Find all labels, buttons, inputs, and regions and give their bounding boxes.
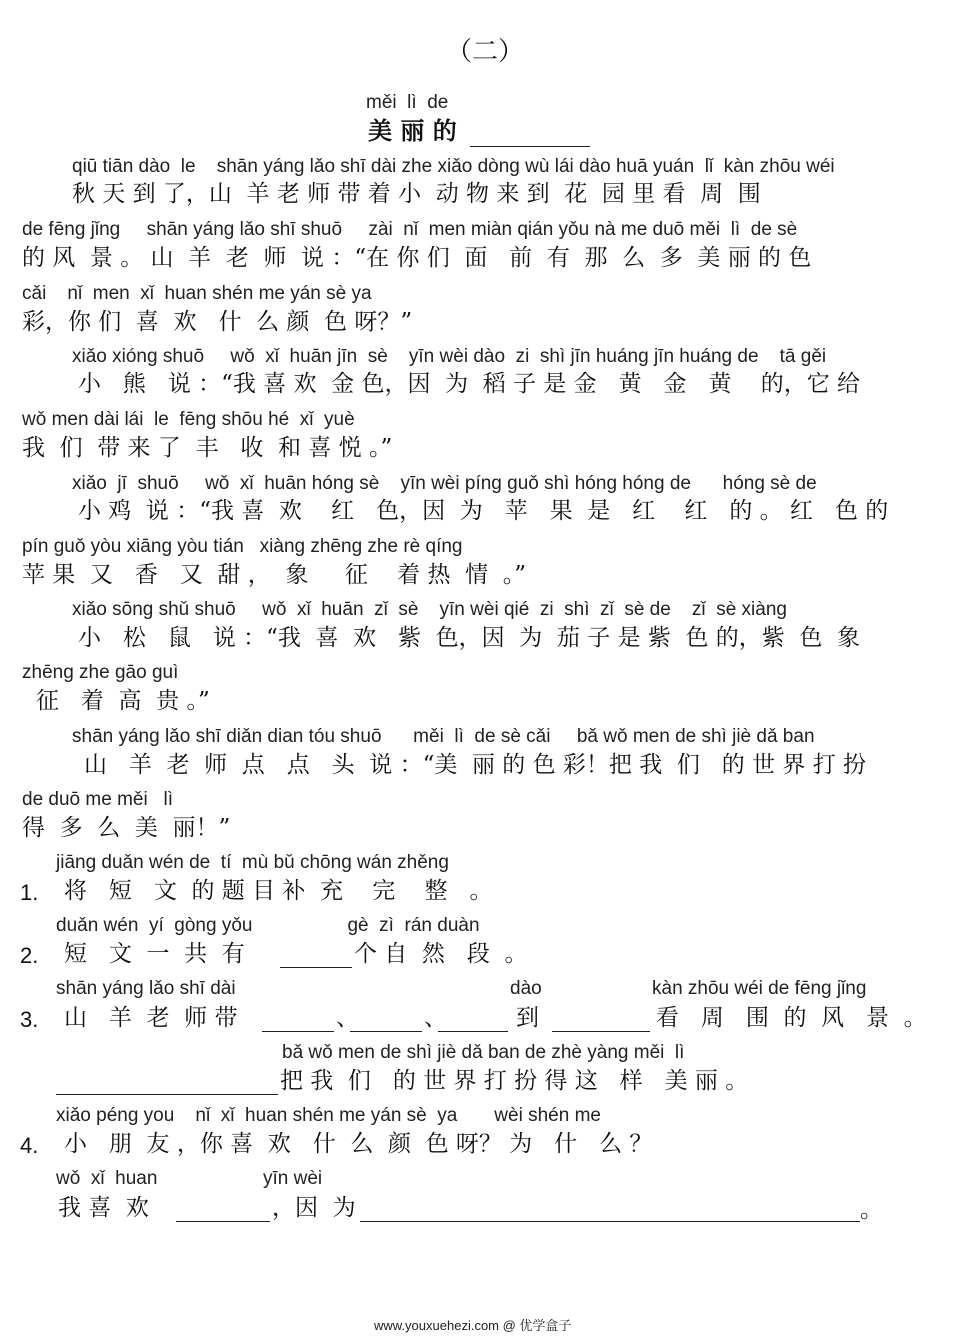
footer-watermark: www.youxuehezi.com @ 优学盒子 [374,1318,572,1333]
q3-blank-3[interactable] [438,1011,508,1032]
q3-sep-2: 、 [424,1005,447,1031]
passage-line-4: 小 熊 说 ：“我 喜 欢 金 色，因 为 稻 子 是 金 黄 金 黄 的，它 给 [78,371,861,397]
passage-pinyin-7: pín guǒ yòu xiāng yòu tián xiàng zhēng zhe rè qíng [22,536,463,557]
q3-pinyin-c: kàn zhōu wéi de fēng jǐng [652,978,867,999]
passage-pinyin-1: qiū tiān dào le shān yáng lǎo shī dài zhe xiǎo dòng wù lái dào huā yuán lǐ kàn zhōu wéi [72,156,835,177]
passage-pinyin-9: zhēng zhe gāo guì [22,662,179,683]
q3-text-d: 把 我 们 的 世 界 打 扮 得 这 样 美 丽 。 [280,1068,749,1094]
passage-line-10: 山 羊 老 师 点 点 头 说 ：“美 丽 的 色 彩！把 我 们 的 世 界 打 扮 [84,752,867,778]
q3-pinyin-d: bǎ wǒ men de shì jiè dǎ ban de zhè yàng měi lì [282,1042,685,1063]
q3-blank-4[interactable] [552,1011,650,1032]
q3-pinyin-a: shān yáng lǎo shī dài [56,978,236,999]
q3-text-c: 看 周 围 的 风 景 。 [656,1005,927,1031]
q3-sep-1: 、 [336,1005,359,1031]
passage-pinyin-8: xiǎo sōng shǔ shuō wǒ xǐ huān zǐ sè yīn wèi qié zi shì zǐ sè de zǐ sè xiàng [72,599,787,620]
q2-blank[interactable] [280,947,352,968]
passage-line-6: 小 鸡 说 ：“我 喜 欢 红 色，因 为 苹 果 是 红 红 的 。 红 色 的 [78,498,889,524]
q1-text: 将 短 文 的 题 目 补 充 完 整 。 [64,878,493,904]
passage-line-1: 秋 天 到 了，山 羊 老 师 带 着 小 动 物 来 到 花 园 里 看 周 围 [72,181,761,207]
passage-pinyin-5: wǒ men dài lái le fēng shōu hé xǐ yuè [22,409,355,430]
passage-pinyin-3: cǎi nǐ men xǐ huan shén me yán sè ya [22,283,372,304]
q4-answer-end: 。 [860,1197,883,1223]
q4-text: 小 朋 友 ，你 喜 欢 什 么 颜 色 呀？ 为 什 么 ？ [64,1131,653,1157]
q2-text-a: 短 文 一 共 有 [64,941,245,967]
passage-line-2: 的 风 景 。 山 羊 老 师 说 ：“在 你 们 面 前 有 那 么 多 美 丽 的 色 [22,245,812,271]
passage-line-5: 我 们 带 来 了 丰 收 和 喜 悦 。” [22,435,393,461]
q3-blank-1[interactable] [262,1011,334,1032]
q1-number: 1. [20,880,39,905]
passage-pinyin-11: de duō me měi lì [22,789,174,810]
q3-blank-5[interactable] [56,1074,278,1095]
q3-blank-2[interactable] [350,1011,422,1032]
passage-pinyin-10: shān yáng lǎo shī diǎn dian tóu shuō měi lì de sè cǎi bǎ wǒ men de shì jiè dǎ ban [72,726,815,747]
passage-line-8: 小 松 鼠 说 ：“我 喜 欢 紫 色，因 为 茄 子 是 紫 色 的，紫 色 象 [78,625,861,651]
q4-answer-text-a: 我 喜 欢 [58,1195,149,1221]
passage-line-9: 征 着 高 贵 。” [36,688,210,714]
passage-line-3: 彩，你 们 喜 欢 什 么 颜 色 呀？” [22,309,413,335]
q2-pinyin: duǎn wén yí gòng yǒu gè zì rán duàn [56,915,480,936]
passage-line-11: 得 多 么 美 丽！” [22,815,231,841]
section-heading: （二） [446,37,525,67]
page-title: 美 丽 的 [368,116,457,145]
q2-text-b: 个 自 然 段 。 [354,941,528,967]
passage-line-7: 苹 果 又 香 又 甜 ， 象 征 着 热 情 。” [22,562,526,588]
passage-pinyin-2: de fēng jǐng shān yáng lǎo shī shuō zài nǐ men miàn qián yǒu nà me duō měi lì de sè [22,219,798,240]
title-blank[interactable] [470,126,590,147]
q3-text-a: 山 羊 老 师 带 [64,1005,238,1031]
q4-answer-pinyin: wǒ xǐ huan yīn wèi [56,1168,323,1189]
q4-answer-text-b: ，因 为 [272,1195,356,1221]
q4-blank-color[interactable] [176,1201,270,1222]
q1-pinyin: jiāng duǎn wén de tí mù bǔ chōng wán zhěng [56,852,449,873]
title-pinyin: měi lì de [366,92,449,113]
passage-pinyin-4: xiǎo xióng shuō wǒ xǐ huān jīn sè yīn wèi dào zi shì jīn huáng jīn huáng de tā gěi [72,346,827,367]
q4-blank-reason[interactable] [360,1201,860,1222]
q3-text-b: 到 [516,1005,539,1031]
q3-number: 3. [20,1007,39,1032]
q3-pinyin-b: dào [510,978,542,999]
passage-pinyin-6: xiǎo jī shuō wǒ xǐ huān hóng sè yīn wèi píng guǒ shì hóng hóng de hóng sè de [72,473,817,494]
q4-pinyin: xiǎo péng you nǐ xǐ huan shén me yán sè ya wèi shén me [56,1105,601,1126]
q4-number: 4. [20,1133,39,1158]
q2-number: 2. [20,943,39,968]
